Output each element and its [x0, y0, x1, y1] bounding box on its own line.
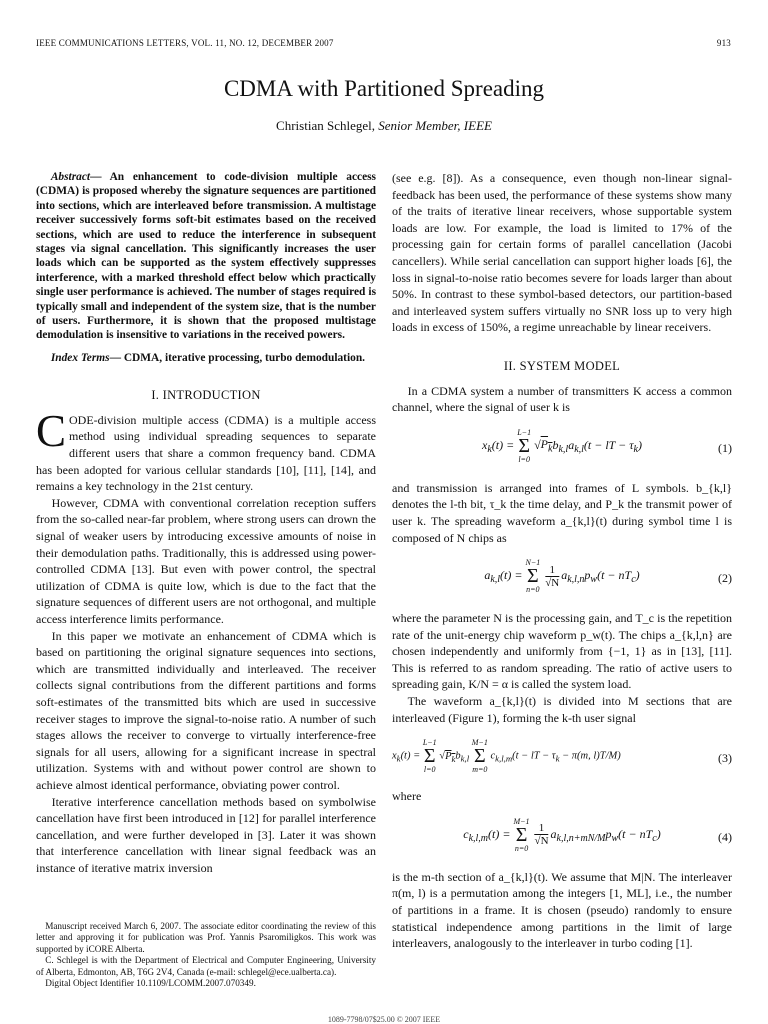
right-column [392, 170, 732, 952]
system-model-paragraph-2: and transmission is arranged into frames of L symbols. b_{k,l} denotes the l-th bit, τ_k the time delay, and P_k the transmit power of user k. The spreading waveform a_{k,l}(t) during symbol time l is composed of N chips as [392, 480, 732, 545]
index-terms-text: CDMA, iterative processing, turbo demodulation. [123, 351, 366, 364]
footnote-doi: Digital Object Identifier 10.1109/LCOMM.2007.070349. [45, 978, 256, 989]
system-model-paragraph-6: is the m-th section of a_{k,l}(t). We assume that M|N. The interleaver π(m, l) is a permutation among the integers [1, ML], i.e., the number of partitions in a frame. It is chosen (pseudo) randomly to ensure statistical independence among partitions in the limit of large interleavers, analogously to the interleaver in turbo coding [1]. [392, 869, 732, 951]
intro-paragraph-3: In this paper we motivate an enhancement of CDMA which is based on partitioning the original signature sequences into sections, which are transmitted individually and interleaved. The receiver collects signal contributions from the different partitions and forms soft-estimates of the transmitted bits which are used in successive receiver stages to improve the signal-to-noise ratio. A number of such stages allows the receiver to converge to virtually interference-free signals for all users, allowing for a significant increase in spectral utilization. Systems with and without power control are shown to achieve almost identical performance, obviating power control. [36, 628, 376, 792]
equation-1 [392, 428, 732, 468]
equation-2-math: $a_{k,l}(t)$ = N−1 Σ n=0 $\frac{1}{√N}$ $a_{k,l,n}p_w(t - nT_c)$ [484, 558, 640, 595]
index-terms: Index Terms— CDMA, iterative processing, turbo demodulation. [50, 351, 366, 364]
right-paragraph-continued: (see e.g. [8]). As a consequence, even though non-linear signal-feedback has been used, the performance of these systems show many of the traits of iterative linear receivers, whose supportable system loads are low. For example, the load is limited to 17% of the processing gain for certain forms of parallel cancellation (Jacobi cancellers). While serial cancellation can support higher loads [6], the loss in signal-to-noise ratio becomes severe for loads larger than about 50%. In contrast to these symbol-based detectors, our partition-based and interleaved system suffers virtually no SNR loss up to very high loads in excess of 150%, a regime unreachable by linear receivers. [392, 171, 732, 335]
footnotes [36, 921, 376, 989]
footnote-affiliation: C. Schlegel is with the Department of Electrical and Computer Engineering, University of Alberta, Edmonton, AB, T6G 2V4, Canada (e-mail: schlegel@ece.ualberta.ca). [36, 955, 376, 977]
equation-3-math: $x_k(t)$ = L−1 Σ l=0 $√P_kb_{k,l}$ M−1 Σ m=0 $c_{k,l,m}(t$ − lT − $\tau_k - \pi(m$, l)T/M) [392, 738, 621, 775]
equation-1-number: (1) [718, 440, 732, 455]
equation-1-math: $x_k(t)$ = L−1 Σ l=0 $√P_kb_{k,l}a_{k,l}(t$ − lT − $\tau_k$) [482, 427, 642, 464]
author-title: Senior Member, IEEE [378, 118, 492, 133]
system-model-paragraph-5: where [392, 789, 422, 804]
index-terms-label: Index Terms [50, 351, 110, 364]
intro-p1-text: ODE-division multiple access (CDMA) is a multiple access method using individual spreading sequences to separate different users that share a common frequency band. CDMA has been adopted for various cellular standards [10], [11], [14], and remains a key technology in the 21st century. [36, 412, 376, 494]
system-model-paragraph-1: In a CDMA system a number of transmitters K access a common channel, where the signal of user k is [392, 383, 732, 415]
system-model-paragraph-4: The waveform a_{k,l}(t) is divided into M sections that are interleaved (Figure 1), forming the k-th user signal [392, 694, 732, 725]
abstract-label: Abstract [50, 171, 91, 183]
equation-4 [392, 817, 732, 857]
equation-2-number: (2) [718, 571, 732, 586]
running-header-page: 913 [716, 38, 731, 48]
dropcap-letter: C [36, 405, 67, 456]
copyright-line: 1089-7798/07$25.00 © 2007 IEEE [327, 1015, 441, 1024]
equation-3-number: (3) [718, 751, 732, 766]
running-header-journal: IEEE COMMUNICATIONS LETTERS, VOL. 11, NO. 12, DECEMBER 2007 [36, 38, 334, 48]
system-model-paragraph-3: where the parameter N is the processing gain, and T_c is the repetition rate of the unit-energy chip waveform p_w(t). The chips a_{k,l,n} are chosen independently and uniformly from {−1, 1} as in [13], [11]. This is referred to as random spreading. The ratio of active users to spreading gain, K/N = α is called the system load. [392, 611, 732, 692]
author-name: Christian Schlegel, [276, 118, 379, 133]
intro-paragraph-2: However, CDMA with conventional correlation reception suffers from the so-called near-far problem, where strong users can drown the signal of weaker users by introducing excessive amounts of noise in their demodulation paths. Traditionally, this is addressed using power-controlled CDMA [13]. But even with power control, the spectral utilization of CDMA is quite low, which is due to the fact that the signature sequences of different users are not orthogonal, and multiple access interference limits performance. [36, 495, 376, 626]
intro-paragraph-4: Iterative interference cancellation methods based on symbolwise cancellation have first been introduced in [12] for parallel interference cancellation, and were further developed in [3]. Later it was shown that interference cancellation with linear signal feedback was an instance of iterative matrix inversion [36, 794, 376, 875]
abstract: Abstract— An enhancement to code-division multiple access (CDMA) is proposed whereby the signature sequences are partitioned into sections, which are interleaved before transmission. A multistage receiver successively forms soft-bit estimates based on the received sections, which are used to reduce the interference in subsequent stages via signal cancellation. This significantly increases the user loads which can be supported as the system effectively suppresses interference, with a marked threshold effect below which practically single user performance is achieved. The number of stages required is typically small and independent of the system size, that is the number of users. Furthermore, it is shown that the proposed multistage demodulation is insensitive to variations in the received powers. [36, 171, 376, 342]
section-heading-introduction: I. INTRODUCTION [151, 388, 261, 403]
abstract-text: An enhancement to code-division multiple access (CDMA) is proposed whereby the signature sequences are partitioned into sections, which are interleaved before transmission. A multistage receiver successively forms soft-bit estimates based on the received sections, which are used to reduce the interference in subsequent stages via signal cancellation. This significantly increases the user loads which can be supported as the system effectively suppresses interference, with a marked threshold effect below which practically single user performance is achieved. The number of stages required is typically small and independent of the system size, that is the number of users. Furthermore, it is shown that the proposed multistage demodulation is insensitive to variations in the received powers. [36, 171, 376, 342]
equation-3 [392, 738, 732, 776]
equation-4-math: $c_{k,l,m}(t)$ = M−1 Σ n=0 $\frac{1}{√N}$ $a_{k,l,n+mN/M}p_w(t - nT_c)$ [463, 816, 661, 853]
author-line [0, 118, 768, 134]
equation-2 [392, 558, 732, 598]
footnote-manuscript: Manuscript received March 6, 2007. The associate editor coordinating the review of this letter and approving it for publication was Prof. Yannis Psaromiligkos. This work was supported by iCORE Alberta. [36, 921, 376, 954]
equation-4-number: (4) [718, 829, 732, 844]
section-heading-system-model: II. SYSTEM MODEL [503, 358, 621, 373]
paper-title: CDMA with Partitioned Spreading [223, 76, 545, 101]
left-column [36, 170, 376, 877]
intro-paragraph-1 [36, 405, 376, 495]
